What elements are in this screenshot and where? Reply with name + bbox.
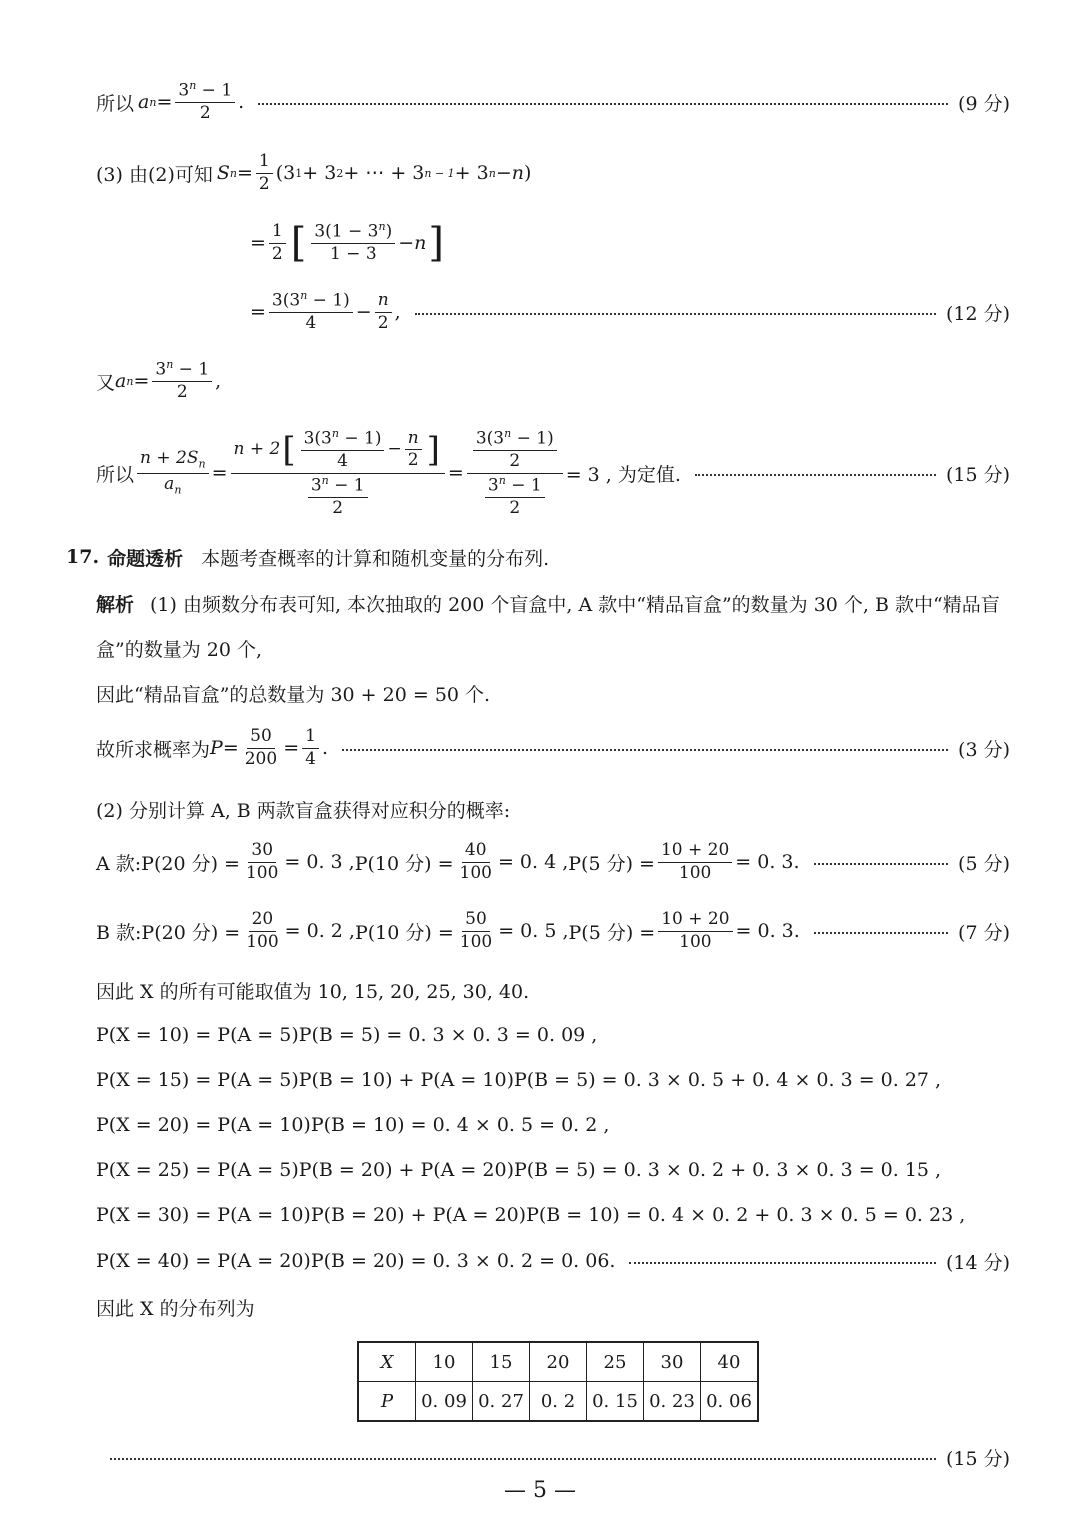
right-bracket: ]: [426, 429, 440, 470]
equation-2: [96, 1065, 1010, 1095]
analysis-p3: [96, 678, 1010, 708]
leader-dots: [814, 863, 948, 865]
paragraph: (1) 由频数分布表可知, 本次抽取的 200 个盲盒中, A 款中“精品盲盒”的数量为 30 个, B 款中“精品盲: [150, 593, 1000, 616]
final-score-line: [110, 1442, 1010, 1472]
analysis-p4: [96, 794, 1010, 824]
equation: P(X = 40) = P(A = 20)P(B = 20) = 0. 3 × 0. 2 = 0. 06.: [96, 1250, 616, 1272]
num-close: − 1): [338, 428, 382, 449]
question-number: 17.: [66, 546, 100, 568]
num-sup: n: [498, 473, 506, 487]
text: 又: [96, 371, 116, 394]
equation-1: [96, 1020, 1010, 1050]
fraction: [311, 221, 395, 265]
denominator: 100: [459, 931, 493, 952]
numerator: [269, 290, 353, 313]
fraction: [405, 429, 422, 471]
denominator: 4: [305, 313, 317, 334]
leader-dots: [110, 1458, 936, 1460]
numerator: [473, 428, 557, 451]
line-an-formula: [96, 80, 1010, 124]
denominator: 1 − 3: [329, 244, 377, 265]
eq-sign: =: [447, 462, 464, 484]
table-cell: 0. 15: [587, 1382, 644, 1422]
table-cell: 10: [416, 1342, 473, 1382]
analysis-p6: [96, 1292, 1010, 1322]
text: −: [398, 232, 415, 254]
numerator: 50: [247, 727, 275, 749]
text: 所以: [96, 463, 135, 486]
equation: P(X = 15) = P(A = 5)P(B = 10) + P(A = 10)P(B = 5) = 0. 3 × 0. 5 + 0. 4 × 0. 3 = 0. 27 ,: [96, 1069, 942, 1091]
text: P(10 分) =: [354, 921, 454, 944]
fraction: [302, 727, 319, 769]
fraction-half: [256, 152, 273, 194]
num-base: 3(3: [475, 428, 505, 449]
num-close: − 1): [307, 290, 350, 311]
analysis-p1: [96, 588, 1010, 618]
var-S: S: [216, 162, 230, 184]
leader-dots: [342, 749, 948, 751]
num-sup: n: [300, 289, 308, 303]
comma: ,: [215, 370, 222, 392]
denominator: 100: [678, 862, 712, 883]
period: .: [238, 91, 245, 113]
fraction-lhs: [137, 449, 209, 496]
text: = 0. 2 ,: [284, 920, 355, 942]
numerator: 40: [462, 841, 490, 863]
table-cell: 25: [587, 1342, 644, 1382]
text: B 款:: [96, 921, 142, 944]
equation: P(X = 30) = P(A = 10)P(B = 20) + P(A = 20)P(B = 10) = 0. 4 × 0. 2 + 0. 3 × 0. 5 = 0. 23 ,: [96, 1204, 966, 1226]
numerator: 1: [256, 152, 273, 174]
table-cell: 0. 06: [701, 1382, 759, 1422]
den-sub: n: [174, 482, 182, 496]
denominator: 100: [679, 931, 712, 952]
denominator: 4: [305, 748, 316, 769]
table-cell: 0. 23: [644, 1382, 701, 1422]
denominator: 2: [407, 450, 419, 471]
paragraph: 盒”的数量为 20 个,: [96, 638, 263, 661]
equation: P(X = 20) = P(A = 10)P(B = 10) = 0. 4 × 0. 5 = 0. 2 ,: [96, 1114, 610, 1136]
paragraph: 因此 X 的所有可能取值为 10, 15, 20, 25, 30, 40.: [96, 980, 530, 1003]
score-label: (7 分): [958, 921, 1010, 944]
fraction: [269, 290, 353, 334]
eq-sign: =: [250, 301, 266, 323]
right-bracket: ]: [428, 220, 445, 266]
var-P: P: [210, 737, 223, 759]
equation: P(X = 25) = P(A = 5)P(B = 20) + P(A = 20)P(B = 5) = 0. 3 × 0. 2 + 0. 3 × 0. 3 = 0. 15 ,: [96, 1159, 942, 1181]
text: −: [495, 162, 512, 184]
fraction: [658, 910, 732, 952]
var-n: n: [511, 162, 524, 184]
score-label: (14 分): [945, 1251, 1010, 1274]
num-sup: n: [189, 79, 197, 93]
text: + 3: [302, 162, 337, 184]
text: (3: [275, 162, 296, 184]
fraction: [152, 359, 212, 403]
num-base: n + 2S: [140, 448, 199, 469]
numerator: 50: [462, 910, 490, 932]
num-sup: n: [166, 358, 174, 372]
sub-n: n: [126, 374, 134, 388]
table-header-cell: X: [358, 1342, 416, 1382]
sub-n: n: [229, 166, 237, 180]
num-post: − 1: [505, 475, 542, 496]
var-a: a: [115, 370, 127, 392]
section-label: 解析: [96, 593, 135, 616]
fraction-big: [231, 428, 445, 519]
denominator: 200: [244, 748, 278, 769]
num-base: 3: [310, 475, 322, 496]
table-cell: 15: [473, 1342, 530, 1382]
text: + ⋯ + 3: [343, 162, 425, 184]
num-base: 3(1 − 3: [314, 221, 379, 242]
numerator: 1: [302, 727, 319, 749]
score-label: (12 分): [945, 302, 1010, 325]
fraction: [243, 910, 281, 952]
score-label: (3 分): [958, 738, 1010, 761]
period: .: [321, 737, 328, 759]
fraction: [473, 428, 557, 472]
left-bracket: [: [282, 429, 296, 470]
sup: 1: [295, 166, 303, 180]
fraction-big: [467, 428, 563, 519]
minus: −: [387, 438, 402, 459]
leader-dots: [695, 474, 936, 476]
num-sub: n: [198, 457, 206, 471]
num-sup: n: [504, 426, 512, 440]
fraction: [301, 428, 385, 472]
text: P(5 分) =: [568, 921, 656, 944]
text: + 3: [454, 162, 489, 184]
fraction: [175, 80, 235, 124]
page-number: — 5 —: [504, 1478, 576, 1503]
num-sup: n: [321, 473, 329, 487]
part3-line1: [96, 150, 1010, 196]
numerator: 10 + 20: [658, 841, 732, 863]
var-n: n: [414, 232, 427, 254]
table-row: [358, 1382, 758, 1422]
denominator: 100: [246, 931, 279, 952]
score-label: (9 分): [958, 92, 1010, 115]
fraction: [457, 910, 495, 952]
score-label: (15 分): [945, 1447, 1010, 1470]
eq-sign: =: [250, 232, 266, 254]
table-header-cell: P: [358, 1382, 416, 1422]
table-cell: 30: [644, 1342, 701, 1382]
distribution-table: [357, 1341, 759, 1422]
denominator: 2: [199, 103, 211, 124]
text: ): [524, 162, 532, 184]
denominator: [302, 474, 374, 519]
table-row: [358, 1342, 758, 1382]
eq-sign: =: [222, 737, 239, 759]
denominator: 100: [245, 862, 279, 883]
num-sup: n: [331, 426, 339, 440]
equation-4: [96, 1155, 1010, 1185]
num-close: ): [385, 221, 393, 242]
num-base: 3(3: [271, 290, 301, 311]
eq-sign: =: [156, 91, 173, 113]
denominator: 2: [332, 497, 344, 518]
table-cell: 0. 27: [473, 1382, 530, 1422]
denominator: 2: [377, 312, 389, 333]
line-ratio-constant: [96, 425, 1010, 521]
table-cell: 20: [530, 1342, 587, 1382]
denominator: 2: [176, 382, 188, 403]
numerator: 30: [248, 841, 276, 863]
fraction: [457, 841, 495, 883]
num-base: 3(3: [303, 428, 332, 449]
analysis-p5: [96, 975, 1010, 1005]
fraction: [658, 841, 732, 883]
eq-sign: =: [133, 370, 150, 392]
denominator: 2: [271, 243, 283, 264]
equation: P(X = 10) = P(A = 5)P(B = 5) = 0. 3 × 0. 3 = 0. 09 ,: [96, 1024, 598, 1046]
num-post: − 1: [328, 475, 365, 496]
table-cell: 0. 09: [416, 1382, 473, 1422]
text: = 0. 4 ,: [497, 851, 569, 873]
text: P(10 分) =: [354, 852, 454, 875]
equation-5: [96, 1200, 1010, 1230]
section-label: 命题透析: [107, 547, 184, 570]
paragraph: 因此 X 的分布列为: [96, 1297, 255, 1320]
leader-dots: [814, 932, 948, 934]
analysis-p2: [96, 633, 1010, 663]
equation-3: [96, 1110, 1010, 1140]
numerator: 1: [269, 222, 286, 244]
numerator: [485, 475, 545, 498]
fraction: [242, 727, 280, 769]
denominator: 2: [509, 497, 521, 518]
text: = 0. 3.: [735, 920, 800, 942]
sup: n − 1: [424, 166, 455, 180]
numerator: [301, 428, 385, 451]
numerator: n: [405, 429, 422, 451]
denominator: 2: [509, 450, 521, 471]
part3-line2: [250, 218, 1010, 268]
score-label: (5 分): [958, 852, 1010, 875]
denominator: [161, 474, 184, 497]
denominator: [479, 474, 551, 519]
text: 故所求概率为: [96, 738, 211, 761]
result-text: = 3 , 为定值.: [565, 463, 681, 486]
num-post: − 1: [196, 80, 233, 101]
leader-dots: [415, 313, 936, 315]
numerator: [137, 449, 209, 473]
numerator: [152, 359, 212, 382]
leader-dots: [258, 103, 948, 105]
eq-sign: =: [283, 737, 300, 759]
numerator: [308, 475, 368, 498]
text: 所以: [96, 92, 135, 115]
table-cell: 0. 2: [530, 1382, 587, 1422]
score-label: (15 分): [945, 463, 1010, 486]
paragraph: 因此“精品盲盒”的总数量为 30 + 20 = 50 个.: [96, 683, 491, 706]
den-base: a: [164, 473, 175, 494]
numerator: n: [375, 291, 392, 313]
text: P(5 分) =: [568, 852, 655, 875]
paragraph: (2) 分别计算 A, B 两款盲盒获得对应积分的概率:: [96, 799, 511, 822]
numerator: 20: [249, 910, 277, 932]
eq-sign: =: [237, 162, 253, 184]
num-close: − 1): [511, 428, 554, 449]
sup: 2: [336, 166, 344, 180]
denominator: 2: [258, 173, 270, 194]
fraction: [243, 841, 281, 883]
a-probabilities: [96, 838, 1010, 886]
num-base: 3: [178, 80, 190, 101]
num-base: 3: [155, 359, 167, 380]
text: n + 2: [233, 438, 281, 459]
sub-n: n: [149, 95, 157, 109]
fraction: [308, 475, 368, 519]
denominator: 100: [459, 862, 492, 883]
numerator: [311, 221, 395, 244]
text: = 0. 5 ,: [498, 920, 569, 942]
text: A 款:: [96, 852, 142, 875]
probability-line: [96, 724, 1010, 772]
fraction: [485, 475, 545, 519]
numerator: [231, 428, 445, 474]
minus: −: [355, 301, 372, 323]
text: = 0. 3 ,: [284, 851, 355, 873]
numerator: [175, 80, 235, 103]
b-probabilities: [96, 907, 1010, 955]
fraction: [375, 291, 392, 333]
text: P(20 分) =: [141, 852, 240, 875]
leader-dots: [629, 1262, 935, 1264]
equation-6: [96, 1246, 1010, 1276]
eq-sign: =: [211, 462, 228, 484]
line-again-an: [96, 358, 1010, 404]
question-17-title: [66, 542, 1010, 572]
num-sup: n: [378, 220, 386, 234]
left-bracket: [: [290, 220, 307, 266]
text: = 0. 3.: [735, 851, 800, 873]
sup: n: [488, 166, 496, 180]
num-post: − 1: [173, 359, 210, 380]
numerator: [467, 428, 563, 474]
table-cell: 40: [701, 1342, 759, 1382]
text: (3) 由(2)可知: [96, 163, 213, 186]
denominator: 4: [337, 450, 348, 471]
numerator: 10 + 20: [658, 910, 732, 932]
var-a: a: [138, 91, 150, 113]
fraction-half: [269, 222, 286, 264]
num-base: 3: [487, 475, 499, 496]
part3-line3: [250, 288, 1010, 336]
section-text: 本题考查概率的计算和随机变量的分布列.: [201, 547, 550, 570]
text: P(20 分) =: [141, 921, 241, 944]
comma: ,: [394, 301, 401, 323]
